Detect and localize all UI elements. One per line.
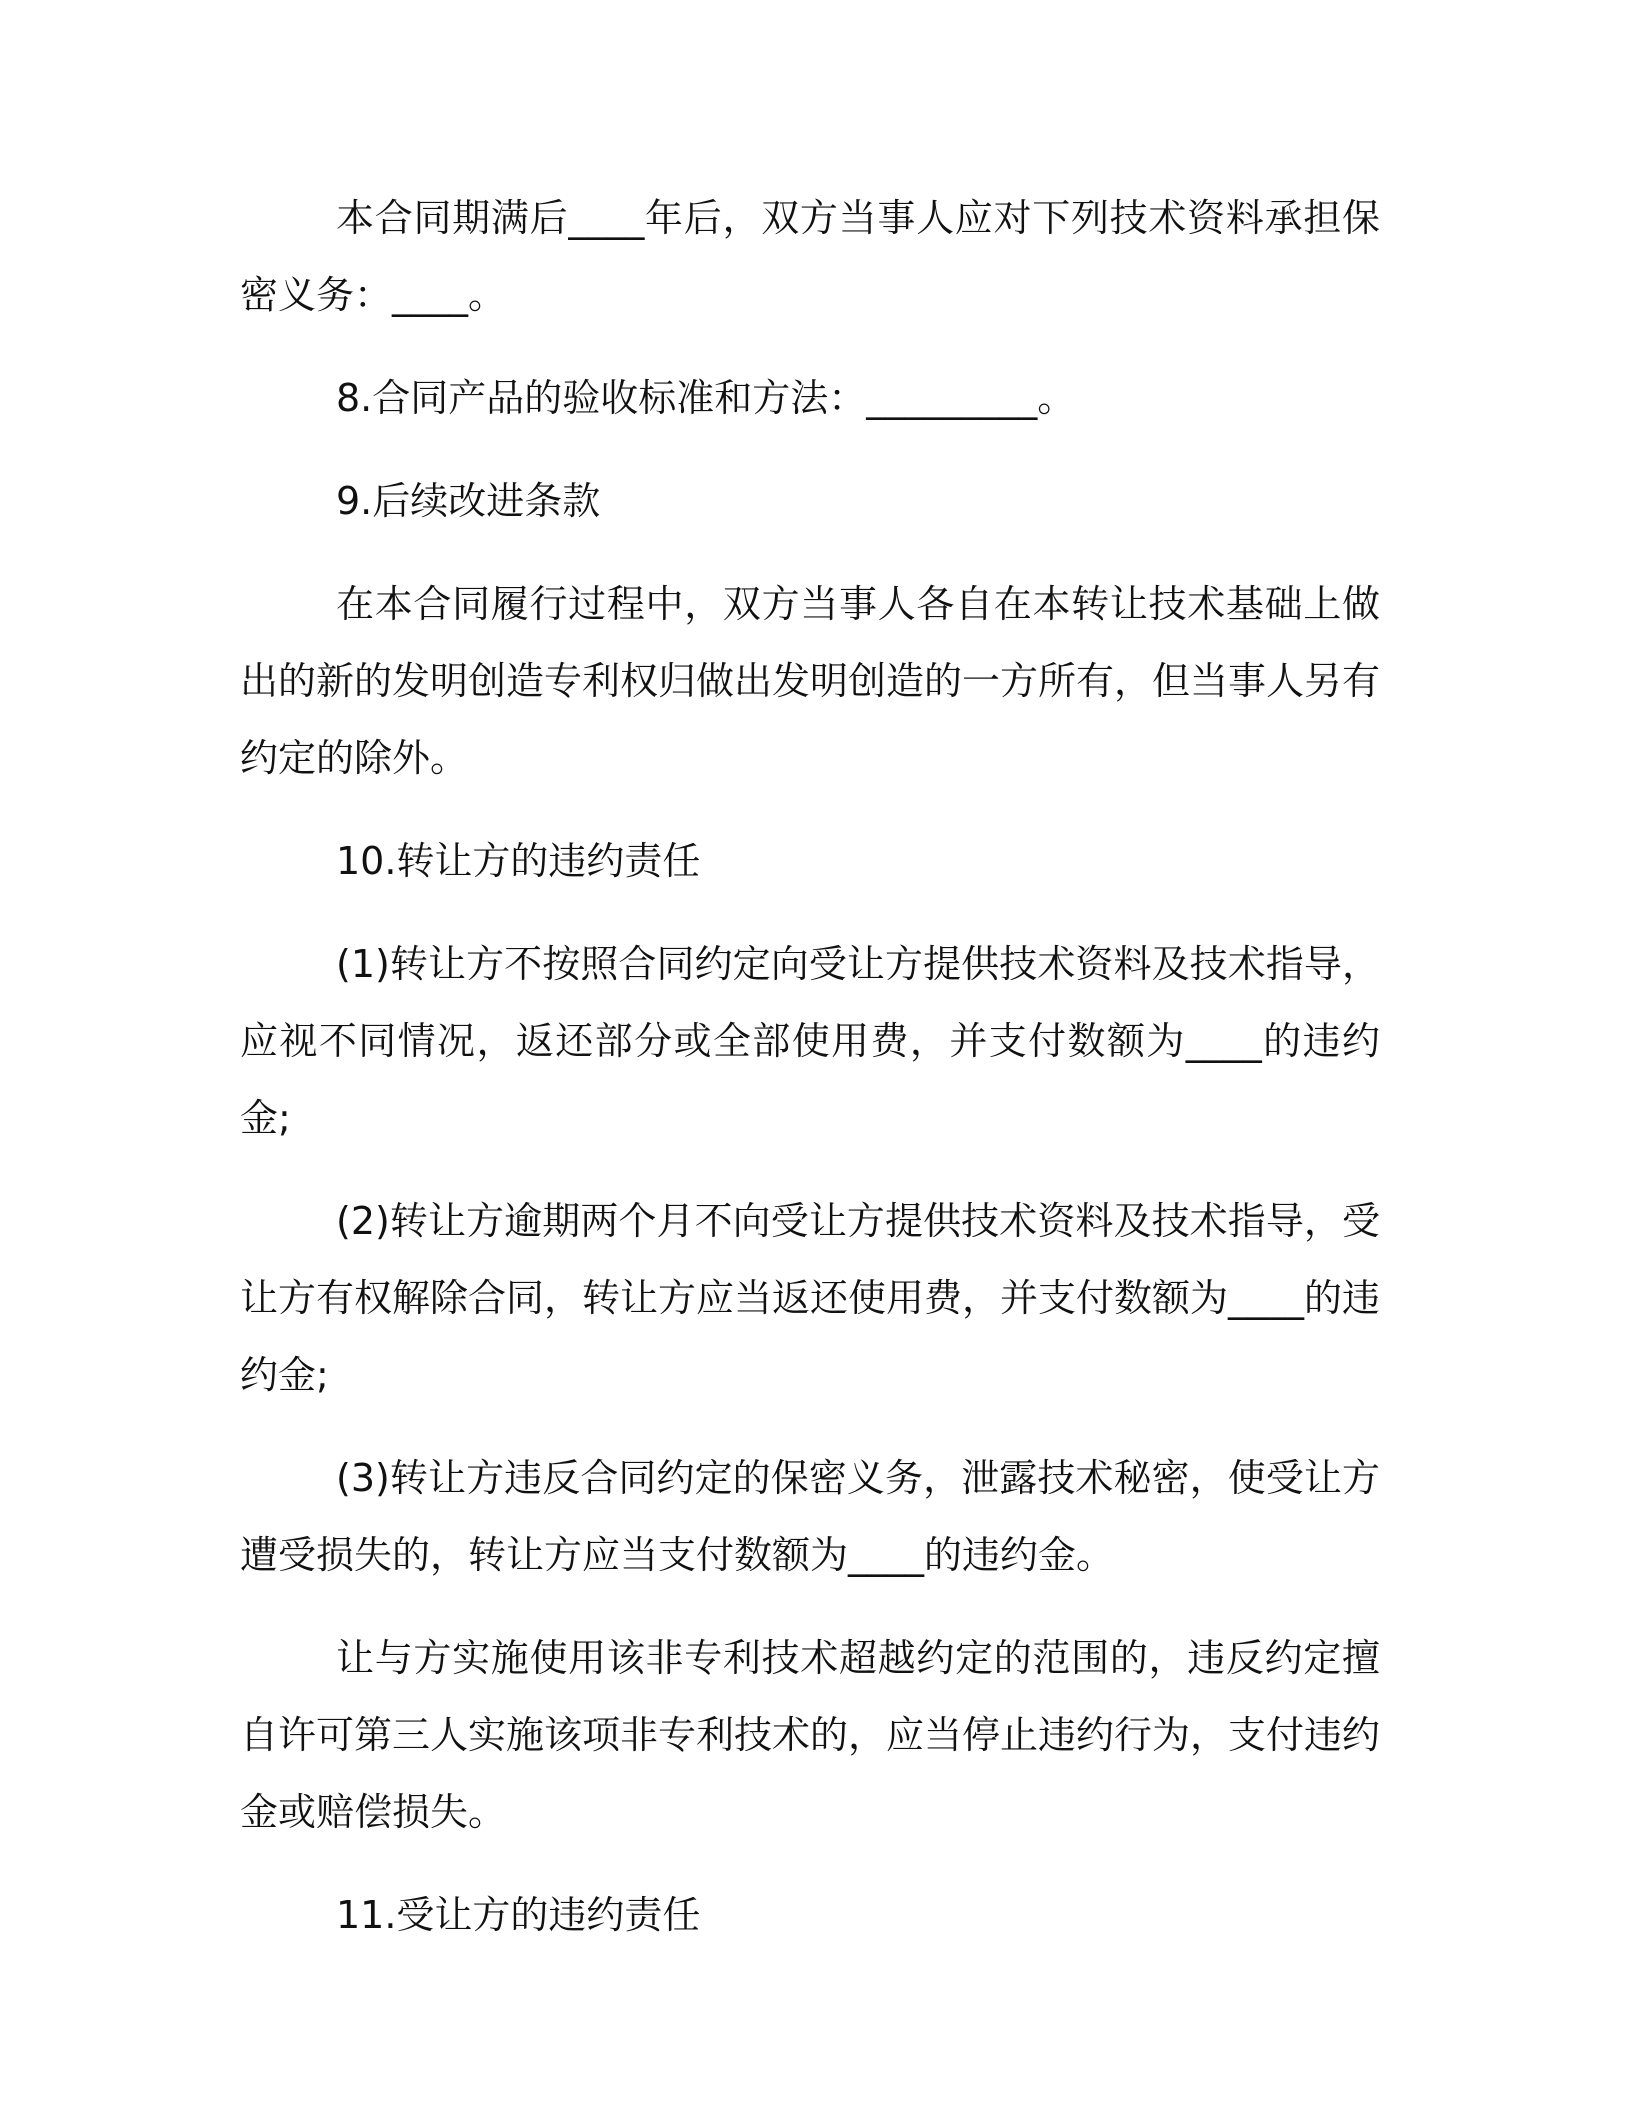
document-body <box>240 180 1380 1980</box>
paragraph-improvement-terms: 在本合同履行过程中，双方当事人各自在本转让技术基础上做出的新的发明创造专利权归做出发明创造的一方所有，但当事人另有约定的除外。 <box>240 582 1381 780</box>
paragraph-liability-item-3: (3)转让方违反合同约定的保密义务，泄露技术秘密，使受让方遭受损失的，转让方应当支付数额为____的违约金。 <box>240 1456 1380 1577</box>
paragraph-liability-item-1: (1)转让方不按照合同约定向受让方提供技术资料及技术指导，应视不同情况，返还部分或全部使用费，并支付数额为____的违约金; <box>240 942 1380 1140</box>
paragraph-confidentiality: 本合同期满后____年后，双方当事人应对下列技术资料承担保密义务：____。 <box>240 196 1380 317</box>
heading-improvement-clause: 9.后续改进条款 <box>336 479 601 523</box>
paragraph-acceptance-standard: 8.合同产品的验收标准和方法：_________。 <box>336 376 1076 420</box>
paragraph-liability-item-2: (2)转让方逾期两个月不向受让方提供技术资料及技术指导，受让方有权解除合同，转让方应当返还使用费，并支付数额为____的违约金; <box>240 1199 1381 1397</box>
heading-transferor-liability: 10.转让方的违约责任 <box>336 839 701 883</box>
paragraph-scope-violation: 让与方实施使用该非专利技术超越约定的范围的，违反约定擅自许可第三人实施该项非专利技术的，应当停止违约行为，支付违约金或赔偿损失。 <box>240 1636 1381 1834</box>
heading-transferee-liability: 11.受让方的违约责任 <box>336 1893 701 1937</box>
